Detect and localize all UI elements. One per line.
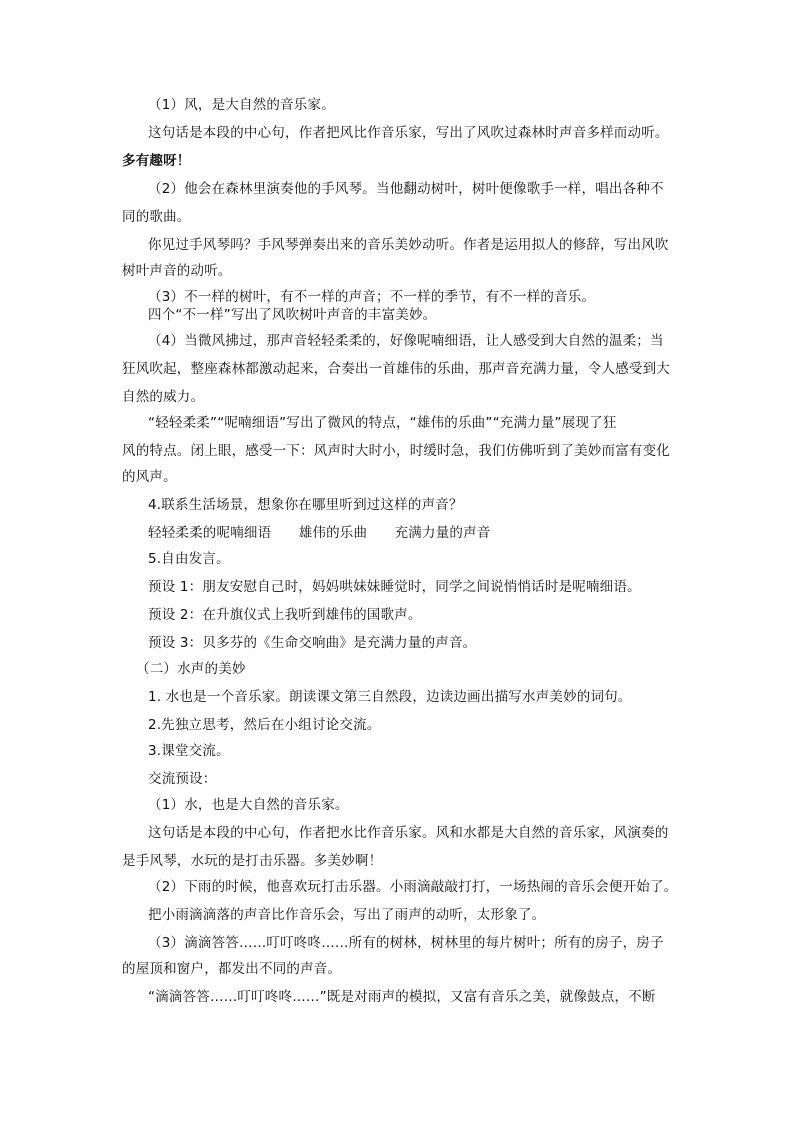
text-line: 树叶声音的动听。 (122, 263, 232, 279)
text-line: （1）水，也是大自然的音乐家。 (148, 797, 349, 813)
text-line: 1. 水也是一个音乐家。朗读课文第三自然段，边读边画出描写水声美妙的词句。 (148, 689, 632, 705)
text-line: 的屋顶和窗户，都发出不同的声音。 (122, 961, 342, 977)
text-line: 狂风吹起，整座森林都激动起来，合奏出一首雄伟的乐曲，那声音充满力量，令人感受到大 (122, 361, 670, 377)
text-line: 5.自由发言。 (148, 551, 230, 567)
text-line: 是手风琴，水玩的是打击乐器。多美妙啊！ (122, 853, 383, 869)
text-line: 自然的威力。 (122, 389, 205, 405)
section-heading: （二）水声的美妙 (136, 661, 246, 677)
text-line: 这句话是本段的中心句，作者把水比作音乐家。风和水都是大自然的音乐家，风演奏的 (148, 825, 669, 841)
text-line: 轻轻柔柔的呢喃细语 雄伟的乐曲 充满力量的声音 (148, 525, 491, 541)
text-line: 你见过手风琴吗？手风琴弹奏出来的音乐美妙动听。作者是运用拟人的修辞，写出风吹 (148, 237, 669, 253)
text-line: （3）滴滴答答……叮叮咚咚……所有的树林，树林里的每片树叶；所有的房子，房子 (148, 935, 664, 951)
text-line: （1）风，是大自然的音乐家。 (148, 97, 335, 113)
text-line: 4.联系生活场景，想象你在哪里听到过这样的声音？ (148, 497, 463, 513)
text-line: （2）下雨的时候，他喜欢玩打击乐器。小雨滴敲敲打打，一场热闹的音乐会便开始了。 (148, 879, 678, 895)
text-line: （4）当微风拂过，那声音轻轻柔柔的，好像呢喃细语，让人感受到大自然的温柔；当 (148, 333, 664, 349)
text-line: 3.课堂交流。 (148, 743, 230, 759)
text-line: “轻轻柔柔”“呢喃细语”写出了微风的特点，“雄伟的乐曲”“充满力量”展现了狂 (148, 415, 617, 431)
text-line: “滴滴答答……叮叮咚咚……”既是对雨声的模拟，又富有音乐之美，就像鼓点，不断 (148, 989, 656, 1005)
text-line: 的风声。 (122, 469, 177, 485)
text-line: （2）他会在森林里演奏他的手风琴。当他翻动树叶，树叶便像歌手一样，唱出各种不 (148, 181, 664, 197)
text-line: 交流预设： (148, 771, 217, 787)
text-line: 多有趣呀！ (122, 153, 191, 169)
text-line: 预设 2：在升旗仪式上我听到雄伟的国歌声。 (148, 607, 422, 623)
text-line: 这句话是本段的中心句，作者把风比作音乐家，写出了风吹过森林时声音多样而动听。 (148, 125, 669, 141)
text-line: 四个“不一样”写出了风吹树叶声音的丰富美妙。 (148, 307, 437, 323)
text-line: 预设 3：贝多芬的《生命交响曲》是充满力量的声音。 (148, 635, 477, 651)
text-line: 2.先独立思考，然后在小组讨论交流。 (148, 717, 381, 733)
text-line: （3）不一样的树叶，有不一样的声音；不一样的季节，有不一样的音乐。 (148, 289, 596, 305)
text-line: 预设 1：朋友安慰自己时，妈妈哄妹妹睡觉时，同学之间说悄悄话时是呢喃细语。 (148, 579, 641, 595)
text-line: 同的歌曲。 (122, 209, 191, 225)
text-line: 把小雨滴滴落的声音比作音乐会，写出了雨声的动听，太形象了。 (148, 907, 546, 923)
text-line: 风的特点。闭上眼，感受一下：风声时大时小，时缓时急，我们仿佛听到了美妙而富有变化 (122, 443, 670, 459)
